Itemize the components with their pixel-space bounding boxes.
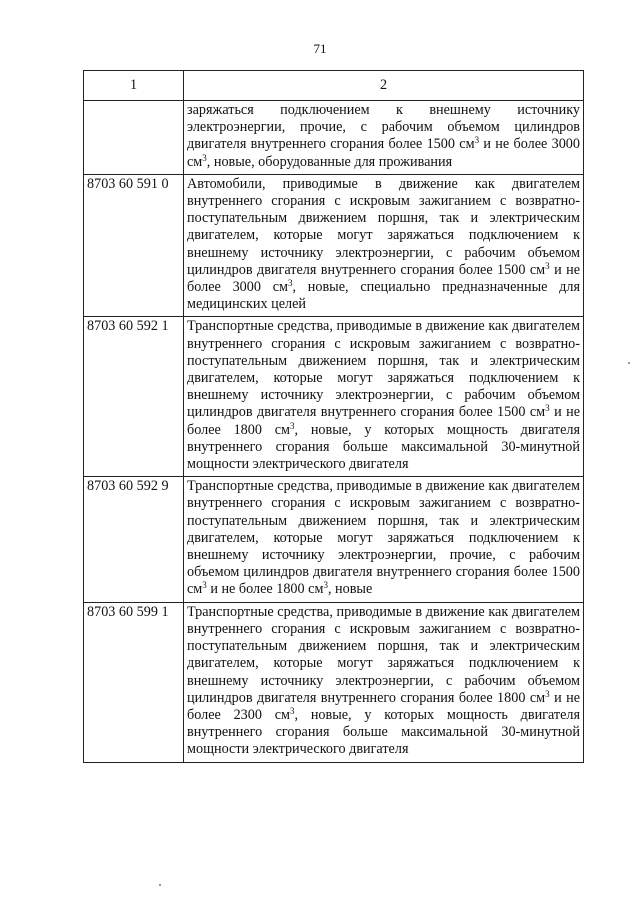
- commodity-code: 8703 60 599 1: [84, 602, 184, 762]
- commodity-code: 8703 60 591 0: [84, 174, 184, 317]
- commodity-description: Транспортные средства, приводимые в движение как двигателем внутреннего сгорания с искровым зажиганием с возвратно-поступательным движением поршня, так и электрическим двигателем, которые могут заряжаться подключением к внешнему источнику электроэнергии, с рабочим объемом цилиндров двигателя внутреннего сгорания более 1500 $см^3$ и не более 1800 $см^3$, новые, у которых мощность двигателя внутреннего сгорания больше максимальной 30-минутной мощности электрического двигателя: [184, 317, 584, 477]
- tariff-table-body: [84, 71, 584, 763]
- table-row: [84, 602, 584, 762]
- table-row: [84, 101, 584, 175]
- table-row: [84, 317, 584, 477]
- commodity-description: заряжаться подключением к внешнему источнику электроэнергии, прочие, с рабочим объемом цилиндров двигателя внутреннего сгорания более 1500 $см^3$ и не более 3000 $см^3$, новые, оборудованные для проживания: [184, 101, 584, 175]
- commodity-description: Транспортные средства, приводимые в движение как двигателем внутреннего сгорания с искровым зажиганием с возвратно-поступательным движением поршня, так и электрическим двигателем, которые могут заряжаться подключением к внешнему источнику электроэнергии, с рабочим объемом цилиндров двигателя внутреннего сгорания более 1800 $см^3$ и не более 2300 $см^3$, новые, у которых мощность двигателя внутреннего сгорания больше максимальной 30-минутной мощности электрического двигателя: [184, 602, 584, 762]
- commodity-code: 8703 60 592 1: [84, 317, 184, 477]
- table-row: [84, 477, 584, 602]
- commodity-description: Транспортные средства, приводимые в движение как двигателем внутреннего сгорания с искровым зажиганием с возвратно-поступательным движением поршня, так и электрическим двигателем, которые могут заряжаться подключением к внешнему источнику электроэнергии, прочие, с рабочим объемом цилиндров двигателя внутреннего сгорания более 1500 $см^3$ и не более 1800 $см^3$, новые: [184, 477, 584, 602]
- scan-speck: [628, 362, 630, 364]
- commodity-code: 8703 60 592 9: [84, 477, 184, 602]
- page-number: 71: [313, 41, 327, 56]
- column-header-1: 1: [84, 71, 184, 101]
- tariff-table: [83, 70, 584, 763]
- column-header-2: 2: [184, 71, 584, 101]
- commodity-code: [84, 101, 184, 175]
- commodity-description: Автомобили, приводимые в движение как двигателем внутреннего сгорания с искровым зажиганием с возвратно-поступательным движением поршня, так и электрическим двигателем, которые могут заряжаться подключением к внешнему источнику электроэнергии, с рабочим объемом цилиндров двигателя внутреннего сгорания более 1500 $см^3$ и не более 3000 $см^3$, новые, специально предназначенные для медицинских целей: [184, 174, 584, 317]
- scan-speck: [159, 884, 161, 886]
- table-header-row: [84, 71, 584, 101]
- table-row: [84, 174, 584, 317]
